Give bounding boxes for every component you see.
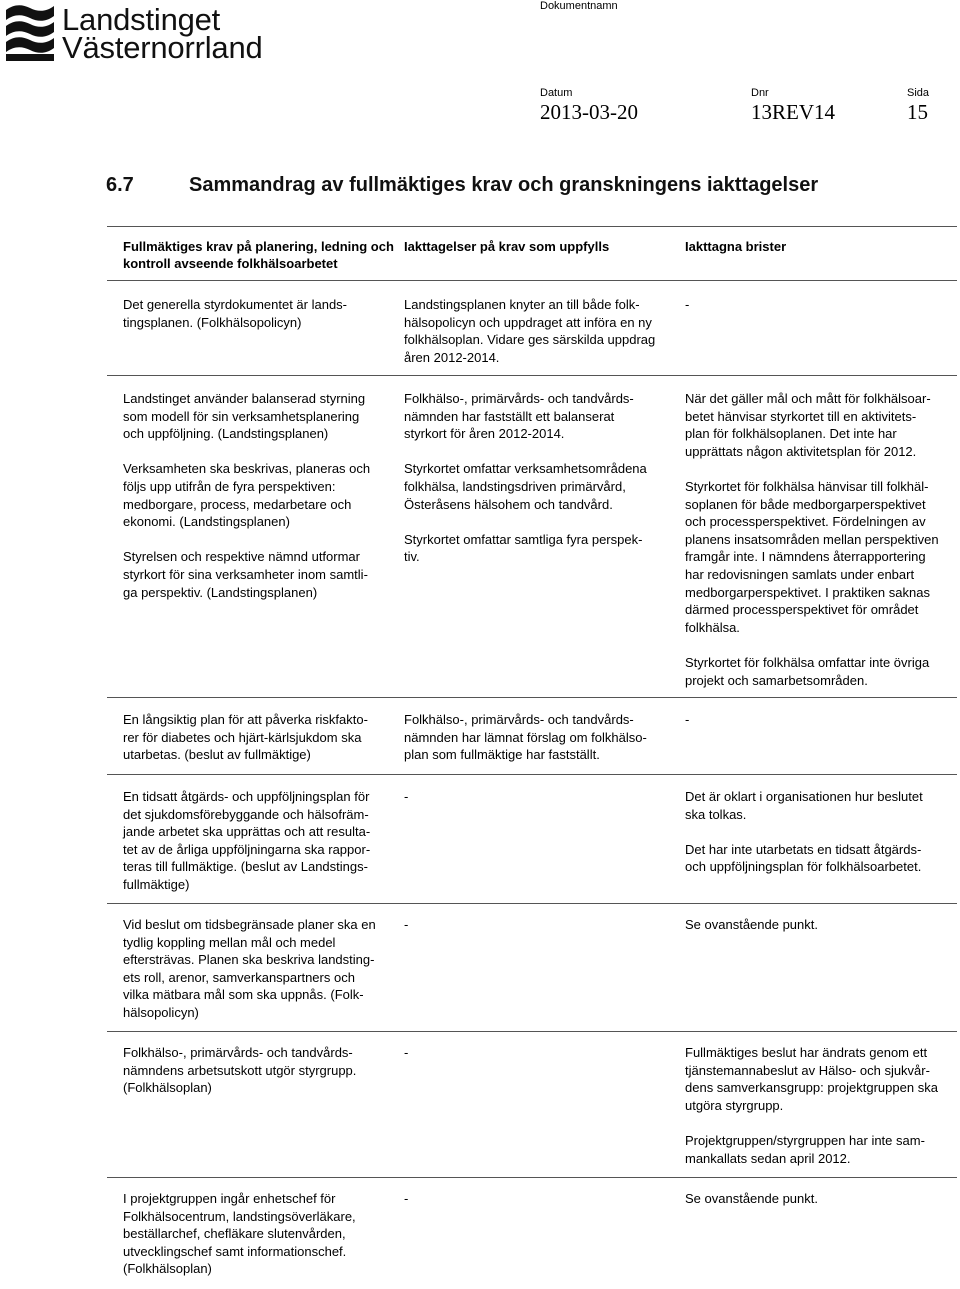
document-name: Dokumentnamn [540, 0, 618, 12]
table-cell-deficiency: - [685, 297, 690, 312]
column-header-deficiencies: Iakttagna brister [685, 239, 787, 254]
table-cell-requirement: Folkhälso-, primärvårds- och tandvårds- nämndens arbetsutskott utgör styrgrupp. (Folkhälsoplan) [123, 1045, 357, 1096]
row-divider [107, 774, 957, 775]
row-divider [107, 697, 957, 698]
table-cell-fulfilled: Landstingsplanen knyter an till både folk- hälsopolicyn och uppdraget att införa en ny folkhälsoplan. Vidare ges särskilda uppdrag åren 2012-2014. [404, 297, 656, 365]
header-divider [107, 280, 957, 281]
table-cell-deficiency: - [685, 712, 690, 727]
row-divider [107, 1031, 957, 1032]
table-cell-requirement: I projektgruppen ingår enhetschef för Folkhälsocentrum, landstingsöverläkare, beställarchef, chefläkare slutenvården, utvecklingschef samt informationschef. (Folkhälsoplan) [123, 1191, 356, 1277]
logo-text-line1: Landstinget [62, 2, 221, 37]
table-cell-fulfilled: - [404, 917, 409, 932]
logo-text-line2: Västernorrland [62, 30, 263, 65]
section-heading [106, 174, 818, 197]
row-divider [107, 375, 957, 376]
row-divider [107, 1177, 957, 1178]
date-label: Datum [540, 87, 573, 99]
table-cell-requirement: Vid beslut om tidsbegränsade planer ska en tydlig koppling mellan mål och medel eftersträvas. Planen ska beskriva landsting- ets roll, arenor, samverkanspartners och vilka mätbara mål som ska uppnås. (Folk- hälsopolicyn) [123, 917, 376, 1020]
table-cell-requirement: Landstinget använder balanserad styrning som modell för sin verksamhetsplanering och uppföljning. (Landstingsplanen) Verksamheten ska beskrivas, planeras och följs upp utifrån de fyra perspektiven: medborgare, process, medarbetare och ekonomi. (Landstingsplanen) Styrelsen och respektive nämnd utformar styrkort för sina verksamheter inom samtli- ga perspektiv. (Landstingsplanen) [123, 391, 371, 600]
table-cell-fulfilled: - [404, 1191, 409, 1206]
table-cell-deficiency: Se ovanstående punkt. [685, 1191, 818, 1206]
table-cell-deficiency: Det är oklart i organisationen hur beslutet ska tolkas. Det har inte utarbetats en tidsatt åtgärds- och uppföljningsplan för folkhälsoarbetet. [685, 789, 923, 875]
date-value: 2013-03-20 [540, 100, 638, 124]
table-cell-fulfilled: - [404, 1045, 409, 1060]
table-cell-fulfilled: Folkhälso-, primärvårds- och tandvårds- nämnden har lämnat förslag om folkhälso- plan som fullmäktige har fastställt. [404, 712, 647, 763]
section-number: 6.7 [106, 174, 134, 196]
table-cell-requirement: En tidsatt åtgärds- och uppföljningsplan för det sjukdomsförebyggande och hälsofräm- jande arbetet ska upprättas och att resulta- tet av de årliga uppföljningarna ska rappor- teras till fullmäktige. (beslut av Landstings- fullmäktige) [123, 789, 371, 892]
dnr-label: Dnr [751, 87, 769, 99]
table-cell-fulfilled: - [404, 789, 409, 804]
table-cell-fulfilled: Folkhälso-, primärvårds- och tandvårds- nämnden har fastställt ett balanserat styrkort för åren 2012-2014. Styrkortet omfattar verksamhetsområdena folkhälsa, landstingsdriven primärvård, Österåsens hälsohem och tandvård. Styrkortet omfattar samtliga fyra perspek- tiv. [404, 391, 647, 565]
page-number: 15 [907, 100, 928, 124]
table-cell-requirement: En långsiktig plan för att påverka riskfakto- rer för diabetes och hjärt-kärlsjukdom ska utarbetas. (beslut av fullmäktige) [123, 712, 368, 763]
page-label: Sida [907, 87, 930, 99]
column-header-requirements: Fullmäktiges krav på planering, ledning och kontroll avseende folkhälsoarbetet [123, 239, 394, 271]
table-cell-deficiency: Fullmäktiges beslut har ändrats genom ett tjänstemannabeslut av Hälso- och sjukvår- dens samverkansgrupp: projektgruppen ska utgöra styrgrupp. Projektgruppen/styrgruppen har inte sam- mankallats sedan april 2012. [685, 1045, 938, 1166]
landstinget-logo [0, 0, 290, 66]
table-cell-deficiency: Se ovanstående punkt. [685, 917, 818, 932]
section-title: Sammandrag av fullmäktiges krav och granskningens iakttagelser [189, 174, 819, 196]
logo-emblem-icon [2, 2, 58, 64]
row-divider [107, 903, 957, 904]
dnr-value: 13REV14 [751, 100, 835, 124]
column-header-fulfilled: Iakttagelser på krav som uppfylls [404, 239, 610, 254]
table-top-rule [107, 226, 957, 227]
table-cell-deficiency: När det gäller mål och mått för folkhälsoar- betet hänvisar styrkortet till en aktivitets- plan för folkhälsoplanen. Det inte har upprättats någon aktivitetsplan för 2012. Styrkortet för folkhälsa hänvisar till folkhäl- soplanen för både medborgarperspektivet och processperspektivet. Fördelningen av planens insatsområden mellan perspektiven framgår inte. I nämndens återrapportering har redovisningen samlats under enbart medborgarperspektivet. I praktiken saknas därmed processperspektivet för området folkhälsa. Styrkortet för folkhälsa omfattar inte övriga projekt och samarbetsområden. [685, 391, 939, 688]
table-cell-requirement: Det generella styrdokumentet är lands- tingsplanen. (Folkhälsopolicyn) [123, 297, 348, 330]
